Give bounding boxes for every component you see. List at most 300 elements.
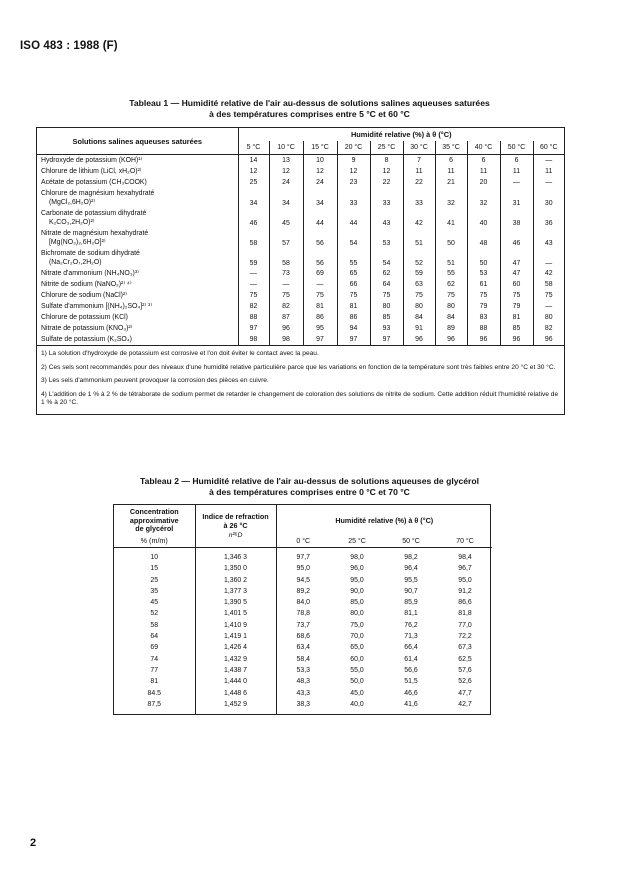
table1-row [37,323,564,334]
table1-value: 86 [337,312,370,323]
table2-value: 80,0 [350,610,364,618]
table1-value: 6 [435,155,467,167]
table1-value: 75 [467,290,500,301]
table1-value: 12 [370,166,403,177]
table2-temp-header: 70 °C [438,535,492,548]
table1-value: 56 [303,248,337,268]
table1-salt-name-line1: Bichromate de sodium dihydraté [41,250,140,257]
table1-row [37,188,564,208]
table2-row [114,676,492,687]
table2-refraction-index: 1,410 9 [195,620,276,631]
table2-value: 62,5 [458,655,472,663]
table2-value: 96,4 [404,565,418,573]
table2-concentration: 58 [114,620,195,631]
table2-value: 45,0 [350,689,364,697]
table2-value: 40,0 [350,700,364,708]
table1-value: 87 [269,312,303,323]
table1-value: — [250,281,257,288]
table2-row [114,665,492,676]
table1-value: 33 [403,188,435,208]
table1-value: — [533,177,564,188]
table1-salt-name-line1: Chlorure de sodium (NaCl)²⁾ [41,292,127,299]
table1-row [37,334,564,346]
table2-value: 73,7 [296,621,310,629]
table1-value: 43 [533,228,564,248]
table1-value: 94 [337,323,370,334]
table1-row [37,268,564,279]
table1-value: 89 [435,323,467,334]
table2-row [114,620,492,631]
table2-value: 51,5 [404,678,418,686]
table1-value: 38 [500,208,533,228]
table1-note: 4) L'addition de 1 % à 2 % de tétraborate de sodium permet de retarder le changement de coloration des solutions de nitrite de sodium. Cette addition réduit l'humidité relative de 1 % à 20 °C. [41,390,559,407]
table2-value: 75,0 [350,621,364,629]
table2-row [114,597,492,608]
table1-value: 73 [269,268,303,279]
table2-refraction-index: 1,401 5 [195,608,276,619]
table1-value: 46 [249,220,258,227]
table1-value: 84 [435,312,467,323]
table1-salt-name-line2: [Mg(NO₃)₂,6H₂O]²⁾ [49,239,106,246]
table1-value: 45 [269,208,303,228]
table2-refraction-index: 1,360 2 [195,575,276,586]
table2-value: 95,0 [296,565,310,573]
table2-refraction-index: 1,438 7 [195,665,276,676]
table1-salt-name-line2: (MgCl₂,6H₂O)²⁾ [49,199,96,206]
table1-value: 59 [249,260,258,267]
table1-value: 93 [370,323,403,334]
table1-salt-name-line1: Nitrite de sodium (NaNO₂)²⁾ ⁴⁾ [41,281,132,288]
table2-header-conc-line3: de glycérol [135,524,174,534]
table1-value: 61 [467,279,500,290]
table1-value: 55 [337,248,370,268]
table1-value: 53 [370,228,403,248]
table1-value: 24 [303,177,337,188]
table1-value: 24 [269,177,303,188]
table2-value: 47,7 [458,689,472,697]
table1-temp-header: 20 °C [337,141,370,155]
table1-value: 50 [467,248,500,268]
table1-value: 85 [370,312,403,323]
table1-salt-name-line1: Hydroxyde de potassium (KOH)¹⁾ [41,157,143,164]
table1-value: 42 [533,268,564,279]
table1-value: 33 [370,188,403,208]
table1-salt-name [37,290,238,301]
table1-value: 65 [337,268,370,279]
table1-salt-name-line2: K₂CO₃,2H₂O)²⁾ [49,219,95,226]
table1-value: 75 [303,290,337,301]
table2-value: 53,3 [296,666,310,674]
table1-caption [0,98,619,119]
table1-value: 75 [403,290,435,301]
table1-value: 98 [249,336,258,343]
table2-value: 81,8 [458,610,472,618]
table1-value: — [250,270,257,277]
table1-note: 2) Ces sels sont recommandés pour des niveaux d'une humidité relative particulière parce que les variations en fonction de la température sont très faibles entre 20 °C et 30 °C. [41,363,556,371]
table1-salt-name-line1: Nitrate de magnésium hexahydraté [41,230,149,237]
table2-concentration: 15 [114,563,195,574]
table2-concentration: 81 [114,676,195,687]
table1-value: 33 [337,188,370,208]
table1-row [37,166,564,177]
page-number: 2 [30,837,37,849]
table2-concentration: 64 [114,631,195,642]
table2-concentration: 52 [114,608,195,619]
table1-salt-name [37,177,238,188]
table1-value: 40 [467,208,500,228]
table1-row [37,290,564,301]
table2-row [114,654,492,665]
table1-salt-name [37,188,238,208]
table1-value: — [500,177,533,188]
table1-value: 58 [533,279,564,290]
table1-salt-name [37,323,238,334]
table1-salt-name-line1: Sulfate d'ammonium [(NH₄)₂SO₄]²⁾ ³⁾ [41,303,153,310]
table2-value: 94,5 [296,576,310,584]
table1-value: 48 [467,228,500,248]
table1-value: 34 [269,188,303,208]
table2-header-conc-unit: % (m/m) [140,535,168,545]
table1-value: — [269,279,303,290]
table1-value: 79 [467,301,500,312]
table2-value: 61,4 [404,655,418,663]
table2-concentration: 10 [114,548,195,564]
table1-salt-name-line1: Carbonate de potassium dihydraté [41,210,147,217]
table2-row [114,642,492,653]
table1-value: 97 [370,334,403,346]
table1-value: 97 [249,325,258,332]
table1-temp-header: 50 °C [500,141,533,155]
table1-temp-header: 5 °C [238,141,269,155]
table1-salt-name [37,312,238,323]
table1-caption-line1: Tableau 1 — Humidité relative de l'air au-dessus de solutions salines aqueuses saturées [129,98,490,108]
table1-temp-header: 35 °C [435,141,467,155]
table2-row [114,699,492,714]
table2-concentration: 74 [114,654,195,665]
table2-value: 42,7 [458,700,472,708]
table2-value: 72,2 [458,633,472,641]
table2-value: 43,3 [296,689,310,697]
table1-value: 97 [303,334,337,346]
table1-value: 41 [435,208,467,228]
table2-concentration: 25 [114,575,195,586]
table1-salt-name-line1: Chlorure de potassium (KCl) [41,314,128,321]
table1-value: 12 [269,166,303,177]
table2-value: 56,6 [404,666,418,674]
table1-value: 75 [435,290,467,301]
table1-value: 80 [370,301,403,312]
table1-salt-name [37,301,238,312]
table1-row [37,248,564,268]
table1-temp-header: 30 °C [403,141,435,155]
table1-value: 75 [249,292,258,299]
table2-value: 65,0 [350,644,364,652]
table1-salt-name [37,155,238,167]
table1-notes [37,346,564,414]
table1-value: 54 [337,228,370,248]
table2-concentration: 45 [114,597,195,608]
table1-value: 47 [500,248,533,268]
table1-value: 13 [269,155,303,167]
table1-value: 57 [269,228,303,248]
table1-value: 81 [337,301,370,312]
table2-value: 98,0 [350,554,364,561]
table1-value: 10 [303,155,337,167]
table2-header-conc-line2: approximative [129,515,179,525]
table2-concentration: 69 [114,642,195,653]
table1-note: 1) La solution d'hydroxyde de potassium est corrosive et l'on doit éviter le contact avec la peau. [41,350,319,357]
table1-temp-header: 15 °C [303,141,337,155]
table2-header-index-line1: Indice de refraction [202,512,269,521]
table1-value: 88 [249,314,258,321]
table2 [113,504,491,715]
table1-row [37,301,564,312]
table1-row [37,177,564,188]
table2-value: 60,0 [350,655,364,663]
table1-value: 62 [370,268,403,279]
table1-value: 60 [500,279,533,290]
table2-value: 50,0 [350,678,364,686]
table1-temp-header: 60 °C [533,141,564,155]
table1-value: 69 [303,268,337,279]
table1-value: 34 [303,188,337,208]
table2-refraction-index: 1,346 3 [195,548,276,564]
table1-value: 81 [500,312,533,323]
table1-value: 79 [500,301,533,312]
table1-value: 47 [500,268,533,279]
table1-salt-name [37,268,238,279]
table1-row [37,155,564,167]
table2-refraction-index: 1,419 1 [195,631,276,642]
table2-concentration: 77 [114,665,195,676]
table1-value: 9 [337,155,370,167]
table2-value: 71,3 [404,633,418,641]
table1-value: 75 [533,290,564,301]
table1-value: 97 [337,334,370,346]
table1-row [37,279,564,290]
table1-value: 58 [269,248,303,268]
table1-temp-header: 25 °C [370,141,403,155]
table2-value: 70,0 [350,633,364,641]
table1-value: 58 [249,240,258,247]
table2-row [114,688,492,699]
table2-refraction-index: 1,432 9 [195,654,276,665]
table2-value: 90,0 [350,587,364,595]
table1-value: 21 [435,177,467,188]
table1-salt-name-line1: Chlorure de lithium (LiCl, xH₂O)²⁾ [41,168,142,175]
table1 [36,127,565,415]
table1-value: 75 [269,290,303,301]
table2-caption [0,476,619,497]
table1-value: 25 [249,179,258,186]
table1-header-humidity: Humidité relative (%) à θ (°C) [350,129,452,139]
table1-value: 80 [403,301,435,312]
table1-value: 51 [403,228,435,248]
table1-value: 11 [403,166,435,177]
table1-value: 32 [435,188,467,208]
table2-concentration: 84.5 [114,688,195,699]
table1-value: 88 [467,323,500,334]
table2-value: 55,0 [350,666,364,674]
table2-header-index-symbol: n²⁶D [228,532,243,540]
table1-value: 81 [303,301,337,312]
table1-value: 96 [533,334,564,346]
table1-row [37,208,564,228]
table2-value: 86,6 [458,599,472,607]
table1-value: 62 [435,279,467,290]
table2-row [114,548,492,564]
table2-refraction-index: 1,426 4 [195,642,276,653]
table1-value: 66 [337,279,370,290]
table1-value: — [533,248,564,268]
table1-value: 80 [435,301,467,312]
table1-salt-name [37,208,238,228]
table1-value: 34 [249,200,258,207]
table2-value: 91,2 [458,587,472,595]
table2-value: 96,0 [350,565,364,573]
table1-value: 22 [403,177,435,188]
table2-value: 85,9 [404,599,418,607]
table1-value: 43 [370,208,403,228]
table1-value: 83 [467,312,500,323]
table2-value: 97,7 [296,554,310,561]
table1-salt-name-line1: Nitrate de potassium (KNO₃)²⁾ [41,325,133,332]
table1-note: 3) Les sels d'ammonium peuvent provoquer la corrosion des pièces en cuivre. [41,377,269,385]
table1-temp-header: 10 °C [269,141,303,155]
table1-value: 42 [403,208,435,228]
table1-value: 59 [403,268,435,279]
table1-salt-name-line2: (Na₂Cr₂O₇,2H₂O) [49,259,102,266]
table1-value: 56 [303,228,337,248]
table2-header-humidity: Humidité relative (%) à θ (°C) [335,515,434,525]
table2-refraction-index: 1,377 3 [195,586,276,597]
table2-header-concentration [114,505,195,548]
standard-reference: ISO 483 : 1988 (F) [20,40,118,52]
table1-value: 50 [435,228,467,248]
table1-value: 75 [337,290,370,301]
table1-value: 44 [337,208,370,228]
table2-header-conc-line1: Concentration [129,507,179,516]
table1-salt-name [37,228,238,248]
table1-value: 12 [337,166,370,177]
table2-caption-line2: à des températures comprises entre 0 °C et 70 °C [209,486,410,497]
table1-value: 46 [500,228,533,248]
table1-salt-name [37,166,238,177]
table2-value: 66,4 [404,644,418,652]
table1-value: 11 [467,166,500,177]
table2-refraction-index: 1,350 0 [195,563,276,574]
table1-value: 31 [500,188,533,208]
table1-value: 20 [467,177,500,188]
table2-value: 52,6 [458,678,472,686]
table1-value: — [533,301,564,312]
table1-value: 8 [370,155,403,167]
table1-value: 75 [500,290,533,301]
table1-salt-name [37,334,238,346]
table2-value: 48,3 [296,678,310,686]
table2-temp-header: 0 °C [276,535,330,548]
table2-value: 41,6 [404,700,418,708]
table1-value: 53 [467,268,500,279]
table1-value: 82 [533,323,564,334]
table1-value: 22 [370,177,403,188]
table2-header-index-line2: à 26 °C [223,520,248,530]
table2-row [114,575,492,586]
table1-value: 23 [337,177,370,188]
table1-row [37,312,564,323]
table1-value: 75 [370,290,403,301]
table1-row [37,228,564,248]
table2-row [114,631,492,642]
table2-refraction-index: 1,448 6 [195,688,276,699]
table1-salt-name [37,248,238,268]
table1-value: 6 [467,155,500,167]
table1-value: 6 [500,155,533,167]
table1-value: 96 [467,334,500,346]
table2-value: 84,0 [296,599,310,607]
table1-value: 11 [500,166,533,177]
table1-value: 32 [467,188,500,208]
table1-value: — [533,155,564,167]
table1-temp-header: 40 °C [467,141,500,155]
table1-value: 91 [403,323,435,334]
table1-value: 80 [533,312,564,323]
table1-value: 86 [303,312,337,323]
table1-salt-name-line1: Chlorure de magnésium hexahydraté [41,190,155,197]
table1-value: 11 [533,166,564,177]
table1-value: 55 [435,268,467,279]
table2-value: 95,0 [458,576,472,584]
table2-value: 78,8 [296,610,310,618]
table1-value: 63 [403,279,435,290]
table2-value: 90,7 [404,587,418,595]
table1-salt-name-line1: Nitrate d'ammonium (NH₄NO₃)³⁾ [41,270,139,277]
table2-value: 58,4 [296,655,310,663]
table1-salt-name [37,279,238,290]
table1-value: 30 [533,188,564,208]
table2-concentration: 35 [114,586,195,597]
table2-value: 95,0 [350,576,364,584]
table2-value: 95,5 [404,576,418,584]
table2-concentration: 87,5 [114,699,195,714]
table2-refraction-index: 1,452 9 [195,699,276,714]
table2-value: 81,1 [404,610,418,618]
table1-value: 96 [500,334,533,346]
table2-value: 76,2 [404,621,418,629]
table1-value: 7 [403,155,435,167]
table1-value: 82 [269,301,303,312]
table1-value: 98 [269,334,303,346]
table2-value: 63,4 [296,644,310,652]
table1-caption-line2: à des températures comprises entre 5 °C et 60 °C [209,108,410,119]
table2-refraction-index: 1,390 5 [195,597,276,608]
table1-value: 11 [435,166,467,177]
table2-value: 57,6 [458,666,472,674]
table2-value: 46,6 [404,689,418,697]
table1-value: 44 [303,208,337,228]
table2-temp-header: 50 °C [384,535,438,548]
table1-value: 14 [249,157,258,164]
table2-row [114,563,492,574]
table1-salt-name-line1: Sulfate de potassium (K₂SO₄) [41,336,132,343]
table2-value: 77,0 [458,621,472,629]
table1-value: 12 [303,166,337,177]
table1-value: 85 [500,323,533,334]
table1-value: 95 [303,323,337,334]
table1-value: 96 [435,334,467,346]
table2-refraction-index: 1,444 0 [195,676,276,687]
table2-value: 98,2 [404,554,418,561]
